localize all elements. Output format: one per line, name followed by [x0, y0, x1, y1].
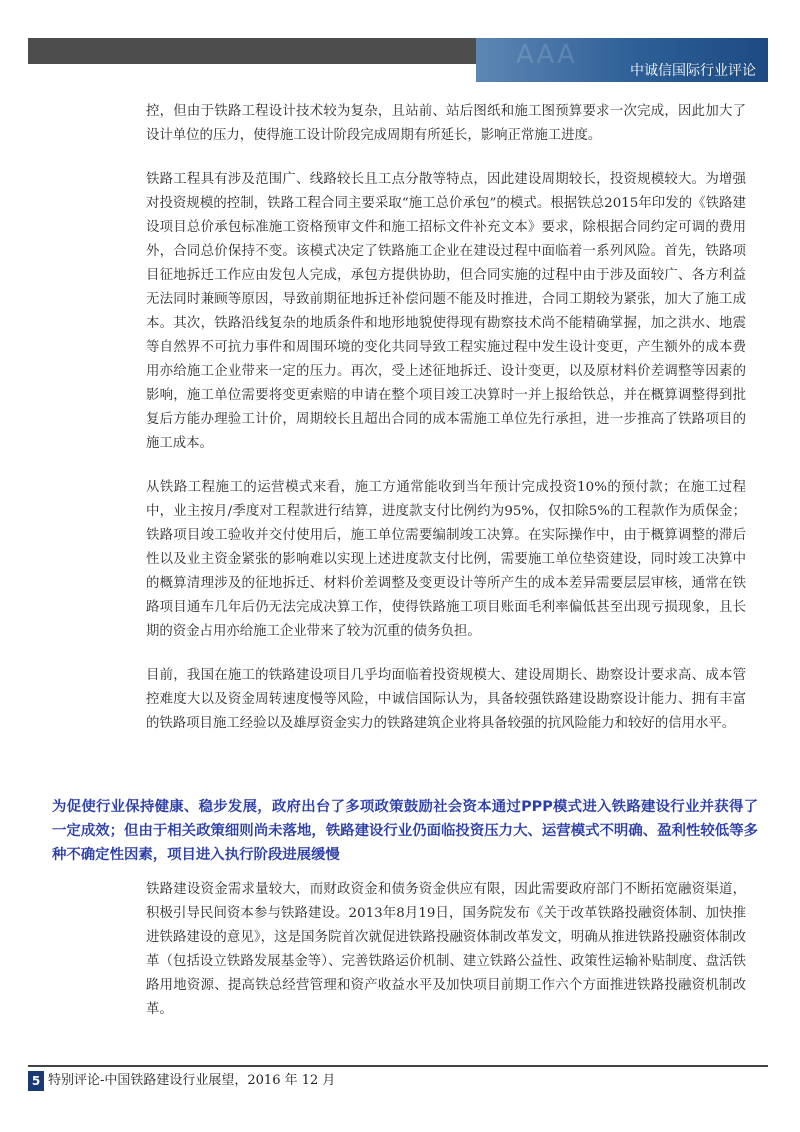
decorative-letters: AAA: [516, 40, 577, 70]
paragraph-1: 控，但由于铁路工程设计技术较为复杂，且站前、站后图纸和施工图预算要求一次完成，因此加大了设计单位的压力，使得施工设计阶段完成周期有所延长，影响正常施工进度。: [146, 104, 746, 143]
paragraph-2: 铁路工程具有涉及范围广、线路较长且工点分散等特点，因此建设周期较长，投资规模较大。为增强对投资规模的控制，铁路工程合同主要采取“施工总价承包”的模式。根据铁总2015年印发的《铁路建设项目总价承包标准施工资格预审文件和施工招标文件补充文本》要求，除根据合同约定可调的费用外，合同总价保持不变。该模式决定了铁路施工企业在建设过程中面临着一系列风险。首先，铁路项目征地拆迁工作应由发包人完成，承包方提供协助，但合同实施的过程中由于涉及面较广、各方利益无法同时兼顾等原因，导致前期征地拆迁补偿问题不能及时推进，合同工期较为紧张，加大了施工成本。其次，铁路沿线复杂的地质条件和地形地貌使得现有勘察技术尚不能精确掌握，加之洪水、地震等自然界不可抗力事件和周围环境的变化共同导致工程实施过程中发生设计变更，产生额外的成本费用亦给施工企业带来一定的压力。再次，受上述征地拆迁、设计变更，以及原材料价差调整等因素的影响，施工单位需要将变更索赔的申请在整个项目竣工决算时一并上报给铁总，并在概算调整得到批复后方能办理验工计价，周期较长且超出合同的成本需施工单位先行承担，进一步推高了铁路项目的施工成本。: [146, 172, 746, 451]
page-number: 5: [28, 1071, 44, 1091]
paragraph-4: 目前，我国在施工的铁路建设项目几乎均面临着投资规模大、建设周期长、勘察设计要求高、成本管控难度大以及资金周转速度慢等风险，中诚信国际认为，具备较强铁路建设勘察设计能力、拥有丰富的铁路项目施工经验以及雄厚资金实力的铁路建筑企业将具备较强的抗风险能力和较好的信用水平。: [146, 668, 746, 731]
paragraph-5: 铁路建设资金需求量较大，而财政资金和债务资金供应有限，因此需要政府部门不断拓宽融资渠道，积极引导民间资本参与铁路建设。2013年8月19日，国务院发布《关于改革铁路投融资体制、加快推进铁路建设的意见》，这是国务院首次就促进铁路投融资体制改革发文，明确从推进铁路投融资体制改革（包括设立铁路发展基金等）、完善铁路运价机制、建立铁路公益性、政策性运输补贴制度、盘活铁路用地资源、提高铁总经营管理和资产收益水平及加快项目前期工作六个方面推进铁路投融资机制改革。: [146, 882, 746, 1017]
body-text-2: [146, 878, 746, 1042]
section-heading: 为促使行业保持健康、稳步发展，政府出台了多项政策鼓励社会资本通过PPP模式进入铁路建设行业并获得了一定成效；但由于相关政策细则尚未落地，铁路建设行业仍面临投资压力大、运营模式不明确、盈利性较低等多种不确定性因素，项目进入执行阶段进展缓慢: [52, 799, 758, 863]
brand-title: 中诚信国际行业评论: [630, 63, 756, 79]
brand-banner: [476, 38, 768, 82]
paragraph-3: 从铁路工程施工的运营模式来看，施工方通常能收到当年预计完成投资10%的预付款；在施工过程中，业主按月/季度对工程款进行结算，进度款支付比例约为95%，仅扣除5%的工程款作为质保金；铁路项目竣工验收并交付使用后，施工单位需要编制竣工决算。在实际操作中，由于概算调整的滞后性以及业主资金紧张的影响难以实现上述进度款支付比例，需要施工单位垫资建设，同时竣工决算中的概算清理涉及的征地拆迁、材料价差调整及变更设计等所产生的成本差异需要层层审核，通常在铁路项目通车几年后仍无法完成决算工作，使得铁路施工项目账面毛利率偏低甚至出现亏损现象，且长期的资金占用亦给施工企业带来了较为沉重的债务负担。: [146, 480, 746, 639]
footer-caption: 特别评论-中国铁路建设行业展望，2016 年 12 月: [48, 1073, 336, 1088]
footer-divider: [28, 1065, 768, 1067]
body-text: [146, 100, 746, 756]
